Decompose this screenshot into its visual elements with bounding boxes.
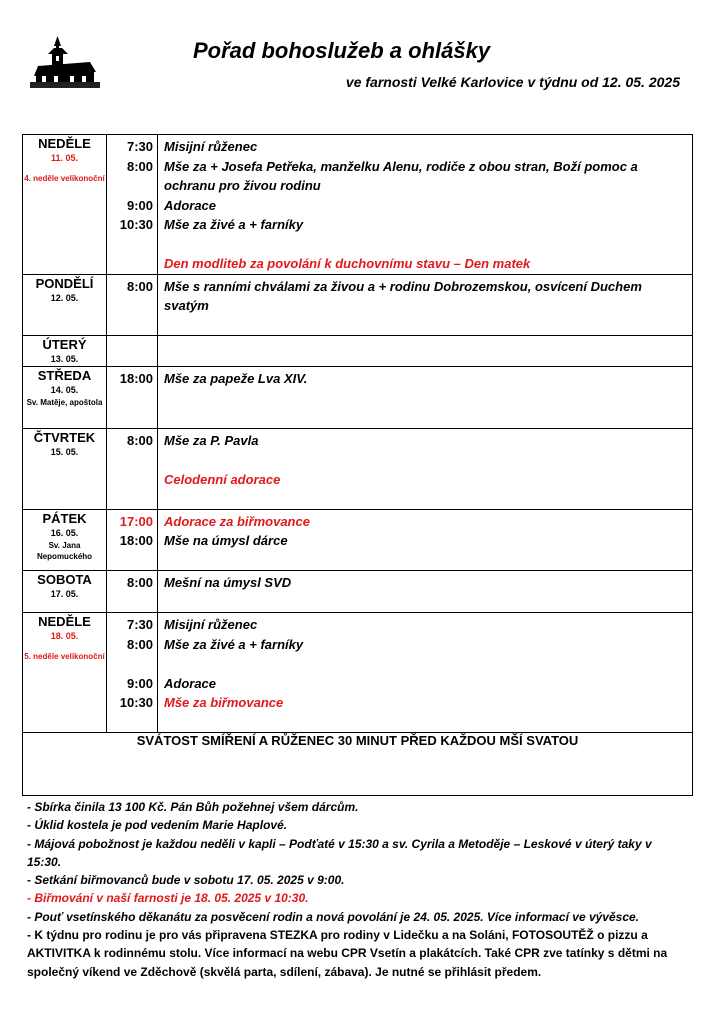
event: Misijní růženec [164, 139, 258, 154]
event: Mše za papeže Lva XIV. [164, 371, 308, 386]
event: Mešní na úmysl SVD [164, 575, 292, 590]
event: Adorace [164, 197, 217, 213]
time: 18:00 [119, 533, 153, 548]
event [164, 316, 692, 336]
church-logo [30, 36, 100, 90]
day-cell [23, 135, 107, 275]
time: 18:00 [119, 371, 153, 386]
schedule-row [23, 135, 693, 275]
time [107, 654, 153, 674]
time [107, 338, 153, 358]
time: 8:00 [126, 158, 153, 174]
announcement: - Úklid kostela je pod vedením Marie Haplové. [27, 818, 288, 833]
event: Mše za + Josefa Petřeka, manželku Alenu, rodiče z obou stran, Boží pomoc a [164, 158, 638, 174]
event [164, 713, 692, 733]
time [107, 489, 153, 509]
event [164, 654, 692, 674]
times-cell [107, 336, 158, 367]
day-cell [23, 274, 107, 336]
events-cell [158, 571, 693, 613]
time [107, 389, 153, 409]
time: 7:30 [126, 139, 153, 154]
day-cell [23, 509, 107, 571]
event: Celodenní adorace [164, 471, 281, 487]
day-cell [23, 571, 107, 613]
event: Adorace [164, 675, 217, 691]
announcement: - Biřmování v naší farnosti je 18. 05. 2025 v 10:30. [27, 891, 309, 906]
day-date: 18. 05. [50, 631, 79, 641]
time [107, 593, 153, 613]
time [107, 551, 153, 571]
time: 8:00 [126, 575, 153, 590]
time [107, 470, 153, 490]
day-name: SOBOTA [37, 572, 92, 587]
day-note: 4. neděle velikonoční [24, 174, 105, 183]
schedule-row [23, 274, 693, 336]
time [107, 408, 153, 428]
events-cell [158, 428, 693, 509]
announcements [27, 798, 687, 981]
day-date: 14. 05. [50, 385, 79, 395]
times-cell [107, 571, 158, 613]
day-name: PONDĚLÍ [35, 275, 94, 291]
confession-row [23, 733, 693, 796]
schedule-row [23, 571, 693, 613]
day-date: 12. 05. [50, 292, 79, 303]
event: svatým [164, 298, 209, 313]
event [164, 408, 692, 428]
schedule-row [23, 336, 693, 367]
day-cell [23, 428, 107, 509]
time: 10:30 [119, 217, 153, 232]
event: ochranu pro živou rodinu [164, 178, 321, 193]
day-date: 15. 05. [50, 446, 79, 457]
time [107, 713, 153, 733]
event: Misijní růženec [164, 617, 258, 632]
event [164, 593, 692, 613]
day-cell [23, 336, 107, 367]
day-date: 17. 05. [50, 589, 79, 599]
day-name: STŘEDA [37, 368, 92, 383]
schedule-row [23, 367, 693, 429]
event [164, 235, 692, 255]
events-cell [158, 367, 693, 429]
time [107, 316, 153, 336]
time: 9:00 [126, 675, 153, 691]
times-cell [107, 135, 158, 275]
day-cell [23, 367, 107, 429]
event [164, 489, 692, 509]
page-title: Pořad bohoslužeb a ohlášky [193, 38, 491, 63]
time: 9:00 [126, 197, 153, 213]
times-cell [107, 367, 158, 429]
time: 8:00 [126, 432, 153, 448]
day-note: Sv. Matěje, apoštola [26, 398, 103, 407]
times-cell [107, 274, 158, 336]
event: Mše za živé a + farníky [164, 636, 304, 652]
day-name: NEDĚLE [38, 136, 91, 151]
events-cell [158, 613, 693, 733]
schedule-table [22, 134, 693, 796]
announcement: - Sbírka činila 13 100 Kč. Pán Bůh požehnej všem dárcům. [27, 800, 359, 814]
time: 7:30 [126, 617, 153, 632]
events-cell [158, 336, 693, 367]
event: Den modliteb za povolání k duchovnímu stavu – Den matek [164, 256, 531, 271]
event: Adorace za biřmovance [164, 513, 310, 529]
event [164, 389, 692, 409]
time: 8:00 [126, 278, 153, 294]
day-cell [23, 613, 107, 733]
time: 10:30 [119, 695, 153, 710]
time [107, 296, 153, 316]
day-date: 13. 05. [50, 354, 79, 364]
event: Mše za P. Pavla [164, 432, 259, 448]
event: Mše za živé a + farníky [164, 217, 304, 232]
events-cell [158, 274, 693, 336]
event [164, 551, 692, 571]
event: Mše na úmysl dárce [164, 533, 288, 548]
day-date: 16. 05. [50, 527, 79, 538]
day-date: 11. 05. [50, 153, 79, 163]
time: 17:00 [119, 513, 153, 529]
time [107, 450, 153, 470]
schedule-row [23, 509, 693, 571]
time [107, 176, 153, 196]
event [164, 338, 692, 358]
announcement: - Setkání biřmovanců bude v sobotu 17. 05. 2025 v 9:00. [27, 873, 345, 888]
schedule-row [23, 613, 693, 733]
time [107, 235, 153, 255]
events-cell [158, 509, 693, 571]
schedule-row [23, 428, 693, 509]
times-cell [107, 613, 158, 733]
events-cell [158, 135, 693, 275]
times-cell [107, 509, 158, 571]
times-cell [107, 428, 158, 509]
day-name: NEDĚLE [38, 614, 91, 629]
announcement: - Pouť vsetínského děkanátu za posvěcení rodin a nová povolání je 24. 05. 2025. Více informací ve vývěsce. [27, 909, 640, 924]
day-name: ČTVRTEK [33, 429, 96, 445]
day-note: 5. neděle velikonoční [24, 652, 105, 661]
announcement: - Májová pobožnost je každou neděli v kapli – Podťaté v 15:30 a sv. Cyrila a Metoděje – Leskové v úterý taky v 15:30. [27, 836, 652, 869]
day-note: Sv. Jana Nepomuckého [36, 540, 93, 561]
confession-note: SVÁTOST SMÍŘENÍ A RŮŽENEC 30 MINUT PŘED KAŽDOU MŠÍ SVATOU [23, 733, 693, 796]
time [107, 254, 153, 274]
event: Mše s ranními chválami za živou a + rodinu Dobrozemskou, osvícení Duchem [164, 278, 642, 294]
day-name: ÚTERÝ [42, 337, 87, 352]
event [164, 450, 692, 470]
announcement: - K týdnu pro rodinu je pro vás připravena STEZKA pro rodiny v Lidečku a na Soláni, FOTOSOUTĚŽ o pizzu a AKTIVITKA k rodinnému stolu. Více informací na webu CPR Vsetín a plakátcích. Také CPR zve tatínky s dětmi na společný víkend ve Zděchově (skvělá parta, sdílení, zábava). Je nutné se přihlásit předem. [27, 928, 668, 979]
event: Mše za biřmovance [164, 695, 284, 710]
page-subtitle: ve farnosti Velké Karlovice v týdnu od 12. 05. 2025 [345, 74, 680, 90]
time: 8:00 [126, 636, 153, 652]
day-name: PÁTEK [42, 510, 87, 526]
